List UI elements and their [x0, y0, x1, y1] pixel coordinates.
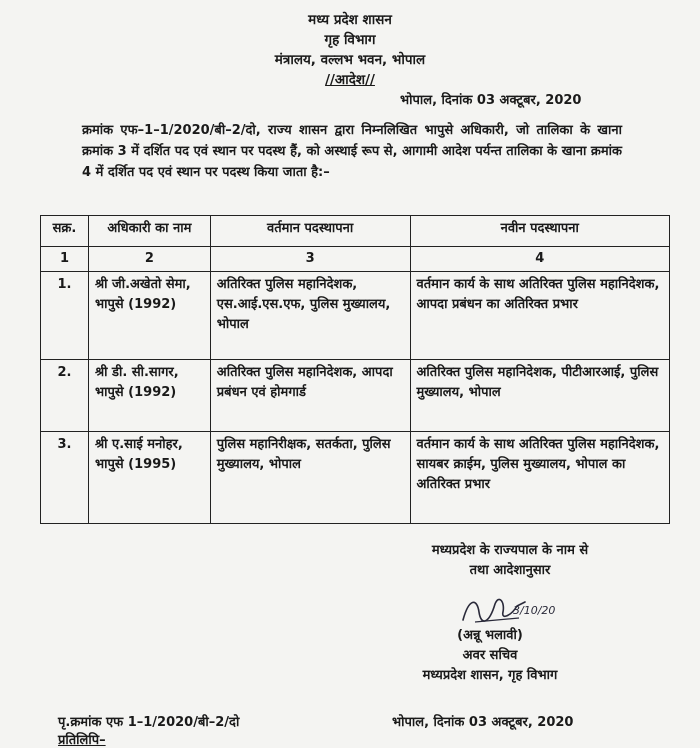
closing-line-2: तथा आदेशानुसार: [469, 563, 551, 578]
header-new-posting: नवीन पदस्थापना: [410, 216, 670, 247]
header-officer-name: अधिकारी का नाम: [88, 216, 210, 247]
posting-table: [40, 215, 670, 524]
order-title: //आदेश//: [325, 72, 375, 88]
table-header-row: [41, 216, 670, 247]
row-new-posting: वर्तमान कार्य के साथ अतिरिक्त पुलिस महानिदेशक, सायबर क्राईम, पुलिस मुख्यालय, भोपाल का अतिरिक्त प्रभार: [410, 432, 670, 524]
table-row: [41, 432, 670, 524]
handwritten-signature: [455, 590, 565, 630]
row-current-posting: पुलिस महानिरीक्षक, सतर्कता, पुलिस मुख्यालय, भोपाल: [210, 432, 410, 524]
order-date: भोपाल, दिनांक 03 अक्टूबर, 2020: [400, 93, 582, 108]
colnum-4: 4: [410, 247, 670, 272]
footer-ref-number: पृ.क्रमांक एफ 1–1/2020/बी–2/दो: [58, 715, 240, 730]
copy-label: प्रतिलिपि–: [58, 733, 106, 748]
footer-date: भोपाल, दिनांक 03 अक्टूबर, 2020: [392, 715, 574, 730]
department-name: गृह विभाग: [324, 32, 376, 48]
row-new-posting: अतिरिक्त पुलिस महानिदेशक, पीटीआरआई, पुलिस मुख्यालय, भोपाल: [410, 360, 670, 432]
govt-name: मध्य प्रदेश शासन: [308, 12, 392, 28]
office-address: मंत्रालय, वल्लभ भवन, भोपाल: [274, 52, 426, 68]
column-number-row: [41, 247, 670, 272]
row-sno: 1.: [41, 272, 89, 360]
signatory-designation: अवर सचिव: [462, 648, 518, 663]
signatory-name: (अन्नू भलावी): [457, 628, 523, 643]
header-sno: सक्र.: [41, 216, 89, 247]
row-officer-name: श्री ए.साई मनोहर, भापुसे (1995): [88, 432, 210, 524]
table-row: [41, 272, 670, 360]
colnum-3: 3: [210, 247, 410, 272]
colnum-2: 2: [88, 247, 210, 272]
row-current-posting: अतिरिक्त पुलिस महानिदेशक, आपदा प्रबंधन एवं होमगार्ड: [210, 360, 410, 432]
closing-line-1: मध्यप्रदेश के राज्यपाल के नाम से: [431, 543, 589, 558]
row-sno: 2.: [41, 360, 89, 432]
table-row: [41, 360, 670, 432]
order-body-paragraph: क्रमांक एफ–1–1/2020/बी–2/दो, राज्य शासन द्वारा निम्नलिखित भापुसे अधिकारी, जो तालिका के खाना क्रमांक 3 में दर्शित पद एवं स्थान पर पदस्थ हैं, को अस्थाई रूप से, आगामी आदेश पर्यन्त तालिका के खाना क्रमांक 4 में दर्शित पद एवं स्थान पर पदस्थ किया जाता है:–: [82, 123, 622, 180]
row-officer-name: श्री जी.अखेतो सेमा, भापुसे (1992): [88, 272, 210, 360]
colnum-1: 1: [41, 247, 89, 272]
header-current-posting: वर्तमान पदस्थापना: [210, 216, 410, 247]
signature-date: 3/10/20: [513, 604, 556, 617]
row-sno: 3.: [41, 432, 89, 524]
row-current-posting: अतिरिक्त पुलिस महानिदेशक, एस.आई.एस.एफ, पुलिस मुख्यालय, भोपाल: [210, 272, 410, 360]
row-officer-name: श्री डी. सी.सागर, भापुसे (1992): [88, 360, 210, 432]
row-new-posting: वर्तमान कार्य के साथ अतिरिक्त पुलिस महानिदेशक, आपदा प्रबंधन का अतिरिक्त प्रभार: [410, 272, 670, 360]
signatory-department: मध्यप्रदेश शासन, गृह विभाग: [422, 668, 558, 683]
